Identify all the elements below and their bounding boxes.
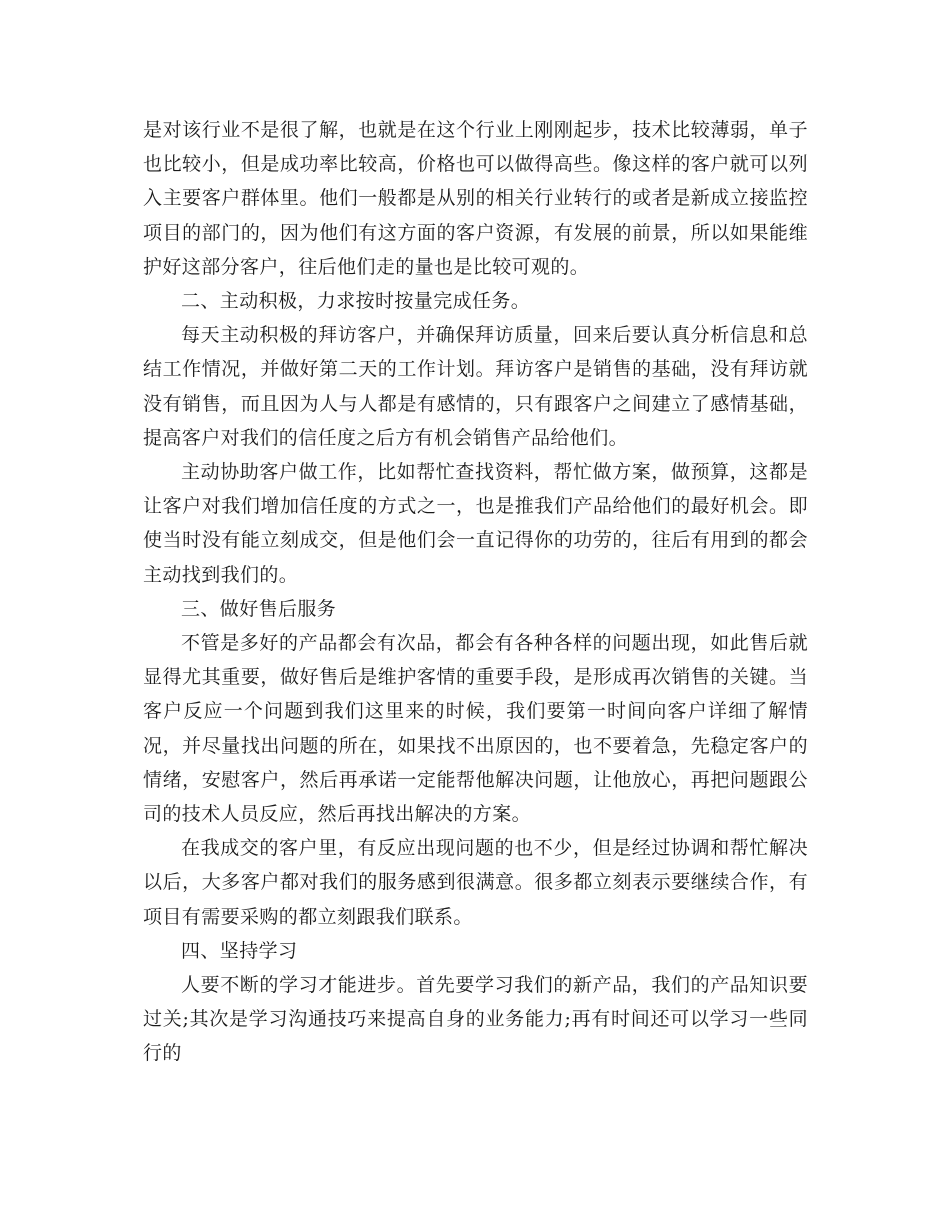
paragraph-assist-customers: 主动协助客户做工作，比如帮忙查找资料，帮忙做方案，做预算，这都是让客户对我们增加信任度的方式之一，也是推我们产品给他们的最好机会。即使当时没有能立刻成交，但是他们会一直记得你的功劳的，往后有用到的都会主动找到我们的。	[143, 461, 808, 586]
paragraph-customer-satisfaction: 在我成交的客户里，有反应出现问题的也不少，但是经过协调和帮忙解决以后，大多客户都对我们的服务感到很满意。很多都立刻表示要继续合作，有项目有需要采购的都立刻跟我们联系。	[143, 837, 808, 928]
paragraph-continuation: 是对该行业不是很了解，也就是在这个行业上刚刚起步，技术比较薄弱，单子也比较小，但是成功率比较高，价格也可以做得高些。像这样的客户就可以列入主要客户群体里。他们一般都是从别的相关行业转行的或者是新成立接监控项目的部门的，因为他们有这方面的客户资源，有发展的前景，所以如果能维护好这部分客户，往后他们走的量也是比较可观的。	[143, 119, 808, 278]
paragraph-after-sales: 不管是多好的产品都会有次品，都会有各种各样的问题出现，如此售后就显得尤其重要，做好售后是维护客情的重要手段，是形成再次销售的关键。当客户反应一个问题到我们这里来的时候，我们要第一时间向客户详细了解情况，并尽量找出问题的所在，如果找不出原因的，也不要着急，先稳定客户的情绪，安慰客户，然后再承诺一定能帮他解决问题，让他放心，再把问题跟公司的技术人员反应，然后再找出解决的方案。	[143, 632, 808, 826]
paragraph-daily-visits: 每天主动积极的拜访客户，并确保拜访质量，回来后要认真分析信息和总结工作情况，并做好第二天的工作计划。拜访客户是销售的基础，没有拜访就没有销售，而且因为人与人都是有感情的，只有跟客户之间建立了感情基础，提高客户对我们的信任度之后方有机会销售产品给他们。	[143, 324, 808, 449]
section-heading-4: 四、坚持学习	[181, 939, 298, 962]
section-heading-3: 三、做好售后服务	[181, 597, 337, 620]
document-body	[143, 113, 808, 1071]
paragraph-keep-learning: 人要不断的学习才能进步。首先要学习我们的新产品，我们的产品知识要过关;其次是学习沟通技巧来提高自身的业务能力;再有时间还可以学习一些同行的	[143, 974, 808, 1065]
section-heading-2: 二、主动积极，力求按时按量完成任务。	[181, 290, 531, 313]
